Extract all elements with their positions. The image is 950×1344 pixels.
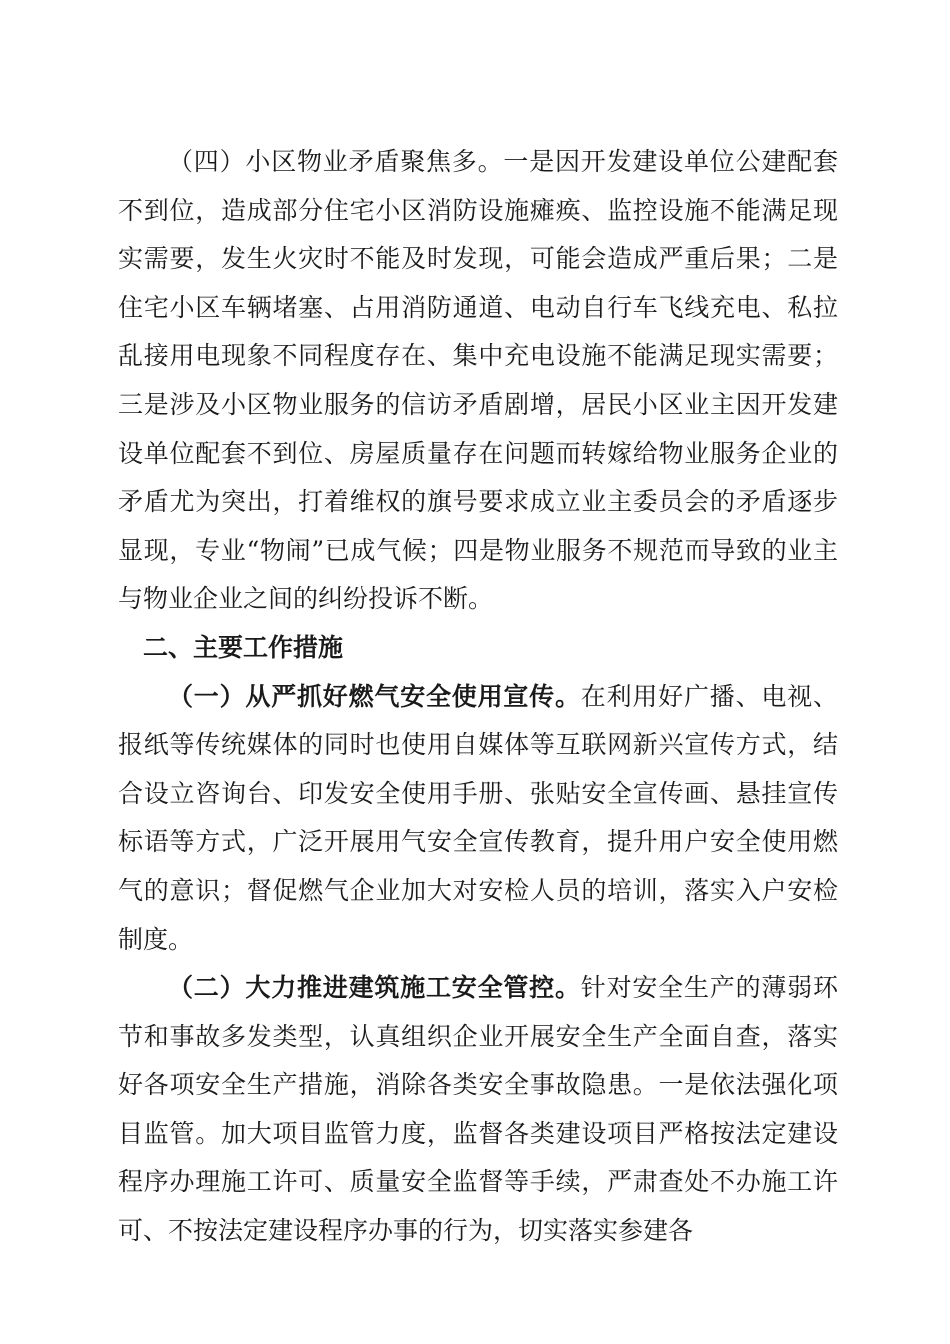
paragraph-heading: （二）大力推进建筑施工安全管控。 [168, 973, 581, 1003]
document-body [118, 138, 838, 1256]
paragraph-construction-safety [118, 964, 838, 1256]
paragraph-heading: （一）从严抓好燃气安全使用宣传。 [168, 681, 581, 711]
paragraph-text: 针对安全生产的薄弱环节和事故多发类型，认真组织企业开展安全生产全面自查，落实好各项安全生产措施，消除各类安全事故隐患。一是依法强化项目监管。加大项目监管力度，监督各类建设项目严格按法定建设程序办理施工许可、质量安全监督等手续，严肃查处不办施工许可、不按法定建设程序办事的行为，切实落实参建各 [118, 973, 838, 1246]
paragraph-text: 在利用好广播、电视、报纸等传统媒体的同时也使用自媒体等互联网新兴宣传方式，结合设立咨询台、印发安全使用手册、张贴安全宣传画、悬挂宣传标语等方式，广泛开展用气安全宣传教育，提升用户安全使用燃气的意识；督促燃气企业加大对安检人员的培训，落实入户安检制度。 [118, 681, 838, 954]
paragraph-text: 一是因开发建设单位公建配套不到位，造成部分住宅小区消防设施瘫痪、监控设施不能满足现实需要，发生火灾时不能及时发现，可能会造成严重后果；二是住宅小区车辆堵塞、占用消防通道、电动自行车飞线充电、私拉乱接用电现象不同程度存在、集中充电设施不能满足现实需要；三是涉及小区物业服务的信访矛盾剧增，居民小区业主因开发建设单位配套不到位、房屋质量存在问题而转嫁给物业服务企业的矛盾尤为突出，打着维权的旗号要求成立业主委员会的矛盾逐步显现，专业“物闹”已成气候；四是物业服务不规范而导致的业主与物业企业之间的纠纷投诉不断。 [118, 147, 838, 614]
paragraph-heading: （四）小区物业矛盾聚焦多。 [168, 147, 504, 176]
paragraph-gas-safety [118, 673, 838, 965]
section-heading: 二、主要工作措施 [143, 632, 344, 662]
paragraph-property-disputes [118, 138, 838, 624]
